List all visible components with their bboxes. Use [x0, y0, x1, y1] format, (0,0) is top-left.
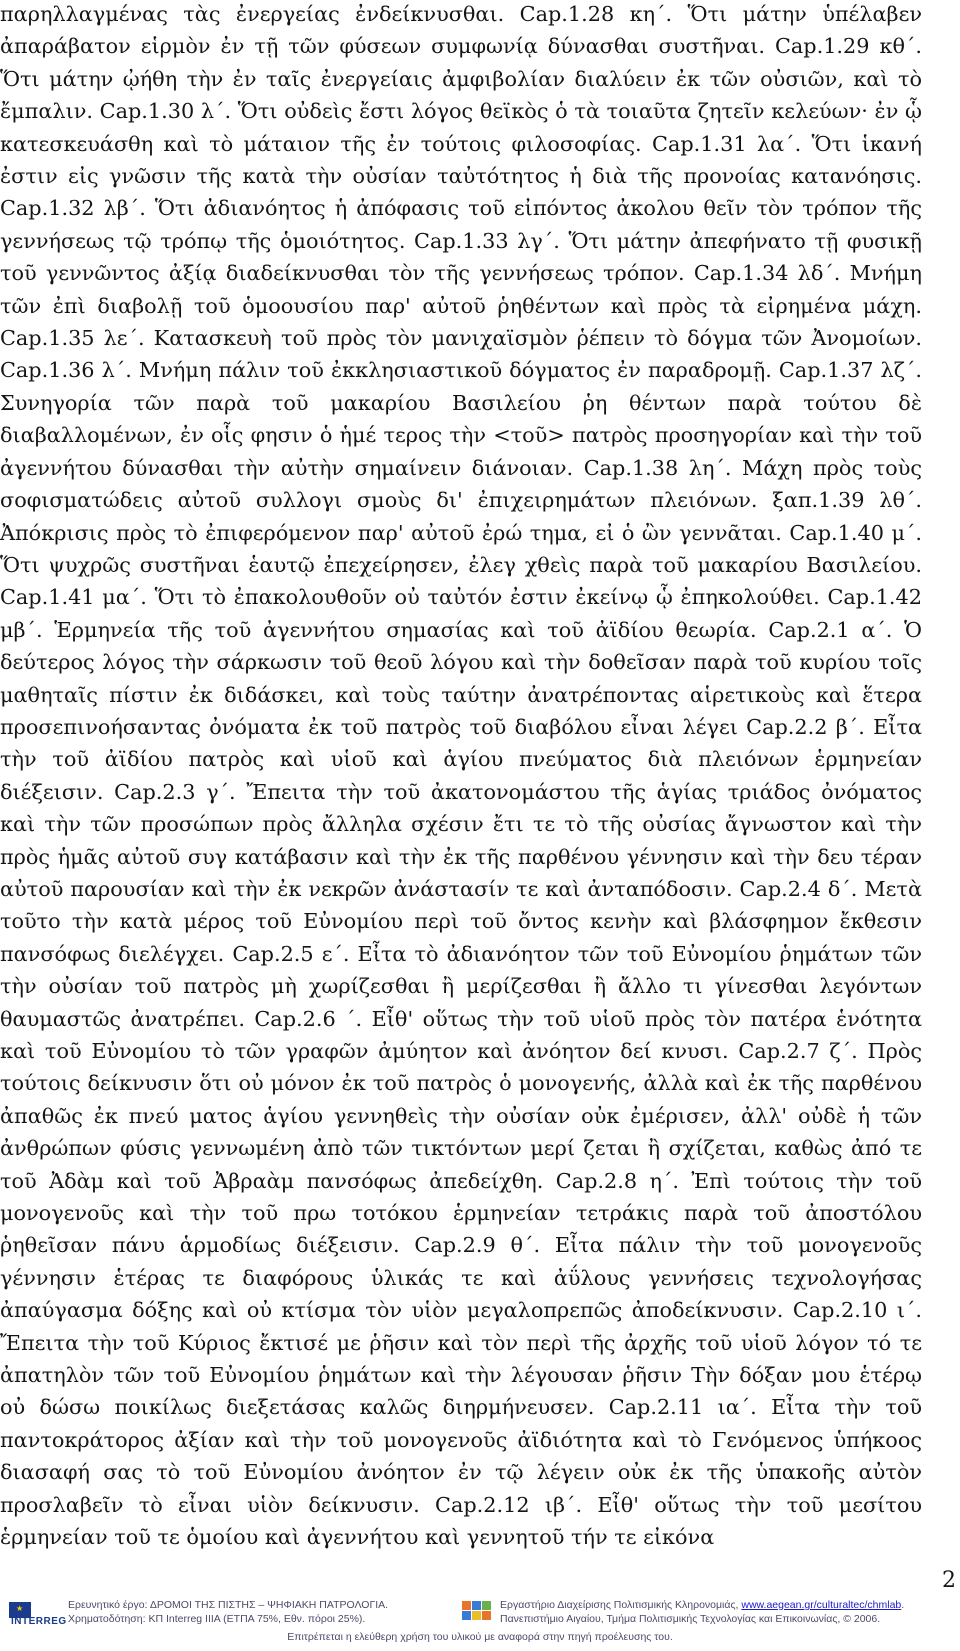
- interreg-logo: [9, 1602, 65, 1626]
- page-number: 2: [942, 1568, 956, 1593]
- page-footer: [0, 1595, 960, 1651]
- footer-lab-line: Εργαστήριο Διαχείρισης Πολιτισμικής Κληρονομιάς, www.aegean.gr/culturaltec/chmlab.: [500, 1599, 905, 1611]
- footer-rights-notice: Επιτρέπεται η ελεύθερη χρήση του υλικού με αναφορά στην πηγή προέλευσης του.: [287, 1631, 673, 1643]
- lab-website-link[interactable]: www.aegean.gr/culturaltec/chmlab: [741, 1599, 902, 1611]
- body-paragraph: παρηλλαγμένας τὰς ἐνεργείας ἐνδείκνυσθαι. Cap.1.28 κη΄. Ὅτι μάτην ὑπέλαβεν ἀπαράβατον εἱρμὸν ἐν τῇ τῶν φύσεων συμφωνίᾳ δύνασθαι συστῆναι. Cap.1.29 κθ΄. Ὅτι μάτην ᾠήθη τὴν ἐν ταῖς ἐνεργείαις ἀμφιβολίαν διαλύειν ἐκ τῶν οὐσιῶν, καὶ τὸ ἔμπαλιν. Cap.1.30 λ΄. Ὅτι οὐδεὶς ἔστι λόγος θεϊκὸς ὁ τὰ τοιαῦτα ζητεῖν κελεύων· ἐν ᾧ κατεσκευάσθη καὶ τὸ μάταιον τῆς ἐν τούτοις φιλοσοφίας. Cap.1.31 λα΄. Ὅτι ἱκανή ἐστιν εἰς γνῶσιν τῆς κατὰ τὴν οὐσίαν ταὐτότητος ἡ διὰ τῆς προνοίας κατανόησις. Cap.1.32 λβ΄. Ὅτι ἀδιανόητος ἡ ἀπόφασις τοῦ εἰπόντος ἀκολου θεῖν τὸν τρόπον τῆς γεννήσεως τῷ τρόπῳ τῆς ὁμοιότητος. Cap.1.33 λγ΄. Ὅτι μάτην ἀπεφήνατο τῇ φυσικῇ τοῦ γεννῶντος ἀξίᾳ διαδείκνυσθαι τὸν τῆς γεννήσεως τρόπον. Cap.1.34 λδ΄. Μνήμη τῶν ἐπὶ διαβολῇ τοῦ ὁμοουσίου παρ' αὐτοῦ ῥηθέντων καὶ πρὸς τὰ εἰρημένα μάχη. Cap.1.35 λε΄. Κατασκευὴ τοῦ πρὸς τὸν μανιχαϊσμὸν ῥέπειν τὸ δόγμα τῶν Ἀνομοίων. Cap.1.36 λ΄. Μνήμη πάλιν τοῦ ἐκκλησιαστικοῦ δόγματος ἐν παραδρομῇ. Cap.1.37 λζ΄. Συνηγορία τῶν παρὰ τοῦ μακαρίου Βασιλείου ῥη θέντων παρὰ τούτου δὲ διαβαλλομένων, ἐν οἷς φησιν ὁ ἡμέ τερος τὴν <τοῦ> πατρὸς προσηγορίαν καὶ τὴν τοῦ ἀγεννήτου δύνασθαι τὴν αὐτὴν σημαίνειν διάνοιαν. Cap.1.38 λη΄. Μάχη πρὸς τοὺς σοφισματώδεις αὐτοῦ συλλογι σμοὺς δι' ἐπιχειρημάτων πλειόνων. ξαπ.1.39 λθ΄. Ἀπόκρισις πρὸς τὸ ἐπιφερόμενον παρ' αὐτοῦ ἐρώ τημα, εἰ ὁ ὢν γεννᾶται. Cap.1.40 μ΄. Ὅτι ψυχρῶς συστῆναι ἑαυτῷ ἐπεχείρησεν, ἐλεγ χθεὶς παρὰ τοῦ μακαρίου Βασιλείου. Cap.1.41 μα΄. Ὅτι τὸ ἐπακολουθοῦν οὐ ταὐτόν ἐστιν ἐκείνῳ ᾧ ἐπηκολούθει. Cap.1.42 μβ΄. Ἑρμηνεία τῆς τοῦ ἀγεννήτου σημασίας καὶ τοῦ ἀϊδίου θεωρία. Cap.2.1 α΄. Ὁ δεύτερος λόγος τὴν σάρκωσιν τοῦ θεοῦ λόγου καὶ τὴν δοθεῖσαν παρὰ τοῦ κυρίου τοῖς μαθηταῖς πίστιν ἐκ διδάσκει, καὶ τοὺς ταύτην ἀνατρέποντας αἱρετικοὺς καὶ ἕτερα προσεπινοήσαντας ὀνόματα ἐκ τοῦ πατρὸς τοῦ διαβόλου εἶναι λέγει Cap.2.2 β΄. Εἶτα τὴν τοῦ ἀϊδίου πατρὸς καὶ υἱοῦ καὶ ἁγίου πνεύματος διὰ πλειόνων ἑρμηνείαν διέξεισιν. Cap.2.3 γ΄. Ἔπειτα τὴν τοῦ ἀκατονομάστου τῆς ἁγίας τριάδος ὀνόματος καὶ τὴν τῶν προσώπων πρὸς ἄλληλα σχέσιν ἔτι τε τὸ τῆς οὐσίας ἄγνωστον καὶ τὴν πρὸς ἡμᾶς αὐτοῦ συγ κατάβασιν καὶ τὴν ἐκ τῆς παρθένου γέννησιν καὶ τὴν δευ τέραν αὐτοῦ παρουσίαν καὶ τὴν ἐκ νεκρῶν ἀνάστασίν τε καὶ ἀνταπόδοσιν. Cap.2.4 δ΄. Μετὰ τοῦτο τὴν κατὰ μέρος τοῦ Εὐνομίου περὶ τοῦ ὄντος κενὴν καὶ βλάσφημον ἔκθεσιν πανσόφως διελέγχει. Cap.2.5 ε΄. Εἶτα τὸ ἀδιανόητον τῶν τοῦ Εὐνομίου ῥημάτων τῶν τὴν οὐσίαν τοῦ πατρὸς μὴ χωρίζεσθαι ἢ μερίζεσθαι ἢ ἄλλο τι γίνεσθαι λεγόντων θαυμαστῶς ἀνατρέπει. Cap.2.6 ΄. Εἶθ' οὕτως τὴν τοῦ υἱοῦ πρὸς τὸν πατέρα ἑνότητα καὶ τοῦ Εὐνομίου τὸ τῶν γραφῶν ἀμύητον καὶ ἀνόητον δεί κνυσι. Cap.2.7 ζ΄. Πρὸς τούτοις δείκνυσιν ὅτι οὐ μόνον ἐκ τοῦ πατρὸς ὁ μονογενής, ἀλλὰ καὶ ἐκ τῆς παρθένου ἀπαθῶς ἐκ πνεύ ματος ἁγίου γεννηθεὶς τὴν οὐσίαν οὐκ ἐμέρισεν, ἀλλ' οὐδὲ ἡ τῶν ἀνθρώπων φύσις γεννωμένη ἀπὸ τῶν τικτόντων μερί ζεται ἢ σχίζεται, καθὼς ἀπό τε τοῦ Ἀδὰμ καὶ τοῦ Ἀβραὰμ πανσόφως ἀπεδείχθη. Cap.2.8 η΄. Ἐπὶ τούτοις τὴν τοῦ μονογενοῦς καὶ τὴν τοῦ πρω τοτόκου ἑρμηνείαν τετράκις παρὰ τοῦ ἀποστόλου ῥηθεῖσαν πάνυ ἁρμοδίως διέξεισιν. Cap.2.9 θ΄. Εἶτα πάλιν τὴν τοῦ μονογενοῦς γέννησιν ἑτέρας τε διαφόρους ὑλικάς τε καὶ ἀΰλους γεννήσεις τεχνολογήσας ἀπαύγασμα δόξης καὶ οὐ κτίσμα τὸν υἱὸν μεγαλοπρεπῶς ἀποδείκνυσιν. Cap.2.10 ι΄. Ἔπειτα τὴν τοῦ Κύριος ἔκτισέ με ῥῆσιν καὶ τὸν περὶ τῆς ἀρχῆς τοῦ υἱοῦ λόγον τό τε ἀπατηλὸν τῶν τοῦ Εὐνομίου ῥημάτων καὶ τὴν λέγουσαν ῥῆσιν Τὴν δόξαν μου ἑτέρῳ οὐ δώσω ποικίλως διεξετάσας καλῶς διηρμήνευσεν. Cap.2.11 ια΄. Εἶτα τὴν τοῦ παντοκράτορος ἀξίαν καὶ τὴν τοῦ μονογενοῦς ἀϊδιότητα καὶ τὸ Γενόμενος ὑπήκοος διασαφή σας τὸ τοῦ Εὐνομίου ἀνόητον ἐν τῷ λέγειν οὐκ ἐκ τῆς ὑπακοῆς αὐτὸν προσλαβεῖν τὸ εἶναι υἱὸν δείκνυσιν. Cap.2.12 ιβ΄. Εἶθ' οὕτως τὴν τοῦ μεσίτου ἑρμηνείαν τοῦ τε ὁμοίου καὶ ἀγεννήτου καὶ γεννητοῦ τήν τε εἰκόνα: [0, 2, 922, 1550]
- footer-university-line: Πανεπιστήμιο Αιγαίου, Τμήμα Πολιτισμικής Τεχνολογίας και Επικοινωνίας, © 2006.: [500, 1613, 881, 1625]
- footer-funding-line: Χρηματοδότηση: ΚΠ Interreg IIIA (ΕΤΠΑ 75%, Εθν. πόροι 25%).: [68, 1613, 366, 1625]
- lab-logo-icon: [462, 1601, 492, 1627]
- interreg-logo-text: INTERREG: [11, 1616, 67, 1627]
- lab-name: Εργαστήριο Διαχείρισης Πολιτισμικής Κληρονομιάς,: [500, 1599, 739, 1611]
- footer-project-line: Ερευνητικό έργο: ΔΡΟΜΟΙ ΤΗΣ ΠΙΣΤΗΣ – ΨΗΦΙΑΚΗ ΠΑΤΡΟΛΟΓΙΑ.: [68, 1599, 389, 1611]
